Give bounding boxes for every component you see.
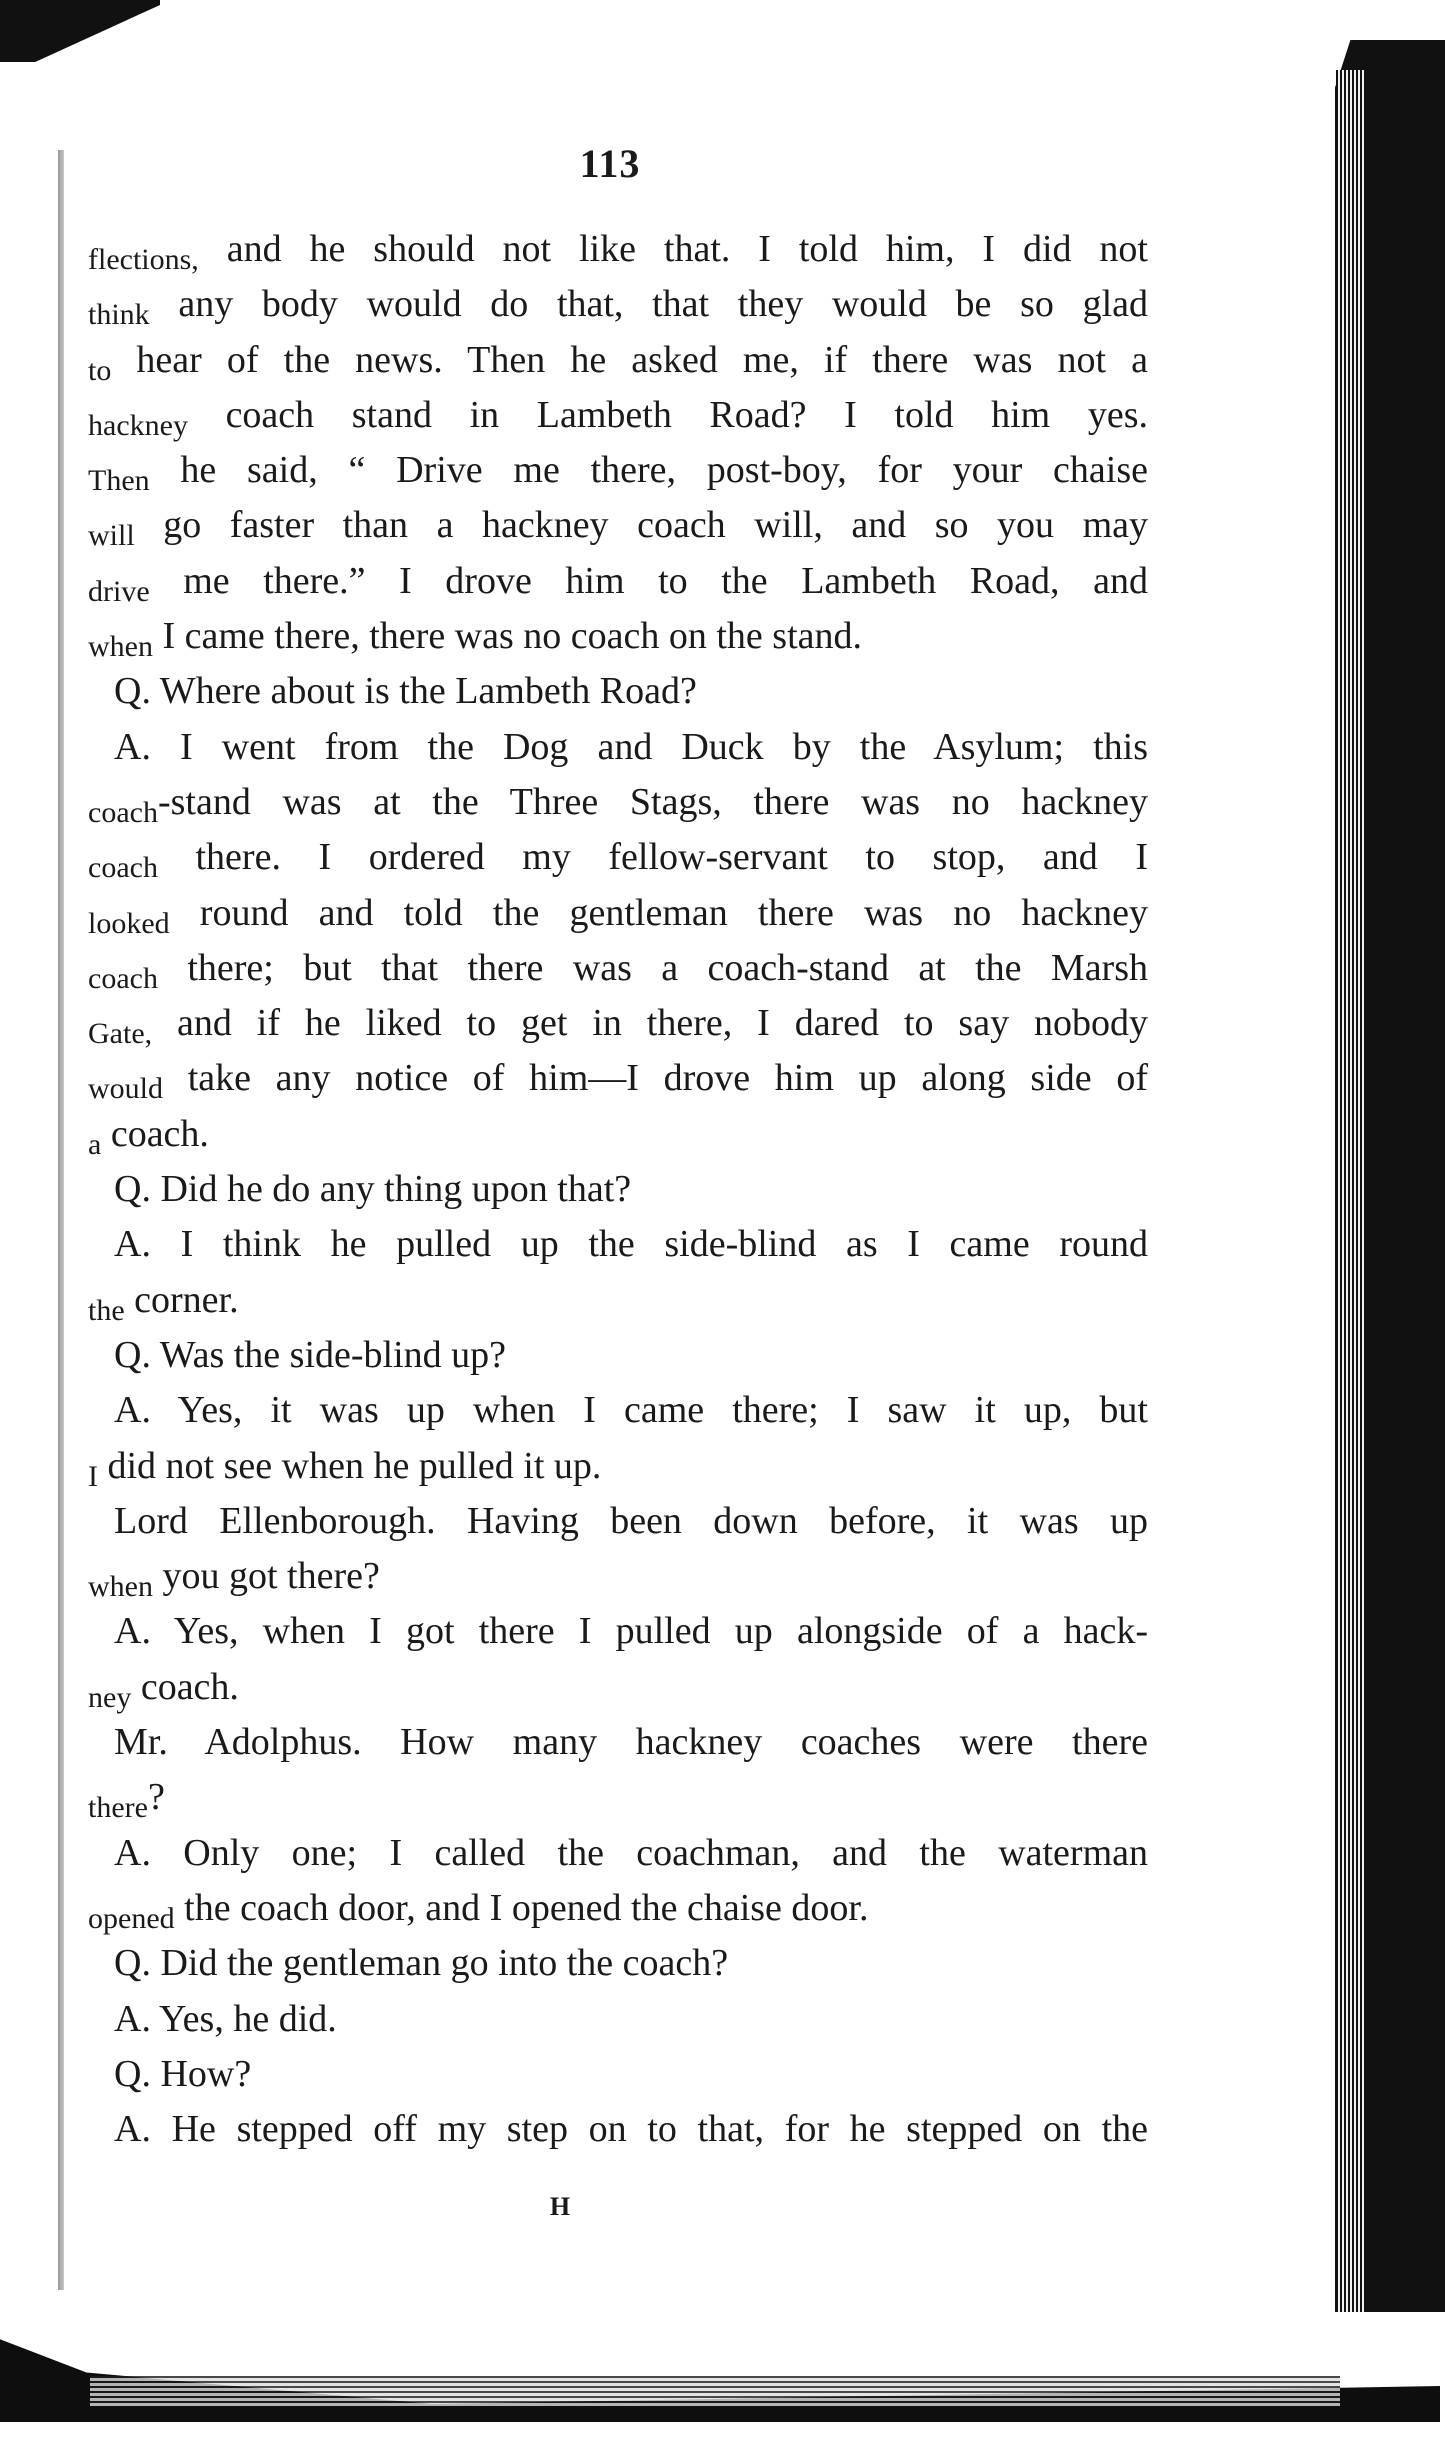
line-text: coach. (101, 1112, 209, 1155)
text-line (88, 1494, 1148, 1549)
line-text: Q. Did he do any thing upon that? (114, 1168, 632, 1211)
text-line (88, 277, 1148, 332)
text-line (88, 1604, 1148, 1659)
line-text: and he should not like that. I told him, I did not (198, 228, 1148, 270)
spine-page-edges (1336, 70, 1366, 2390)
line-lead-word: Then (88, 464, 150, 498)
line-text: Mr. Adolphus. How many hackney coaches were there (114, 1721, 1148, 1764)
line-lead-word: flections, (88, 243, 199, 276)
line-text: did not see when he pulled it up. (98, 1444, 602, 1487)
bottom-page-edges (90, 2376, 1340, 2406)
text-line (88, 1107, 1148, 1162)
line-text: A. He stepped off my step on to that, for he stepped on the (114, 2108, 1148, 2151)
text-line (88, 498, 1148, 553)
line-text: take any notice of him—I drove him up along side of (163, 1057, 1148, 1100)
text-line (88, 1826, 1148, 1881)
text-line (88, 2047, 1148, 2102)
line-lead-word: when (88, 1570, 153, 1604)
line-lead-word: I (88, 1459, 98, 1493)
line-lead-word: would (88, 1072, 163, 1106)
line-text: round and told the gentleman there was no hackney (169, 891, 1148, 934)
page-number: 113 (579, 141, 641, 186)
text-line (88, 333, 1148, 388)
text-line (88, 1217, 1148, 1272)
text-line (88, 775, 1148, 830)
scan-corner-mark (0, 0, 160, 62)
line-lead-word: coach (88, 795, 158, 829)
text-line (88, 1439, 1148, 1494)
line-lead-word: looked (88, 906, 170, 940)
line-lead-word: coach (88, 851, 158, 885)
line-text: Q. How? (114, 2052, 252, 2095)
page-left-edge (58, 150, 64, 2290)
line-text: any body would do that, that they would be so glad (149, 283, 1148, 326)
line-text: coach stand in Lambeth Road? I told him yes. (187, 393, 1148, 436)
line-text: you got there? (152, 1555, 380, 1598)
line-lead-word: think (88, 298, 150, 332)
line-text: Lord Ellenborough. Having been down before, it was up (114, 1499, 1148, 1542)
line-lead-word: to (88, 353, 112, 387)
text-line (88, 388, 1148, 443)
line-text: A. Yes, when I got there I pulled up alongside of a hack- (114, 1610, 1148, 1653)
line-text: A. I think he pulled up the side-blind as I came round (114, 1223, 1148, 1266)
line-text: ? (147, 1776, 165, 1819)
line-lead-word: will (88, 519, 135, 553)
line-text: I came there, there was no coach on the stand. (152, 615, 863, 658)
line-text: coach. (131, 1665, 239, 1708)
text-line (88, 720, 1148, 775)
line-lead-word: opened (88, 1901, 175, 1935)
text-line (88, 2102, 1148, 2157)
text-line (88, 1881, 1148, 1936)
line-lead-word: Gate, (88, 1017, 153, 1051)
text-line (88, 886, 1148, 941)
text-line (88, 1162, 1148, 1217)
line-text: there; but that there was a coach-stand at the Marsh (157, 946, 1148, 989)
line-text: Q. Was the side-blind up? (114, 1333, 507, 1376)
line-lead-word: there (88, 1791, 148, 1825)
text-line (88, 1992, 1148, 2047)
text-line (88, 1328, 1148, 1383)
line-text: corner. (124, 1278, 239, 1321)
line-lead-word: when (88, 630, 153, 664)
text-line (88, 609, 1148, 664)
line-lead-word: the (88, 1293, 125, 1327)
line-text: A. I went from the Dog and Duck by the Asylum; this (114, 725, 1148, 768)
line-text: A. Yes, he did. (114, 1997, 337, 2040)
line-text: there. I ordered my fellow-servant to stop, and I (157, 836, 1148, 879)
text-line (88, 996, 1148, 1051)
line-lead-word: drive (88, 574, 150, 608)
signature-mark: H (549, 2192, 571, 2221)
line-lead-word: ney (88, 1680, 132, 1714)
line-text: Q. Where about is the Lambeth Road? (114, 670, 697, 713)
line-text: go faster than a hackney coach will, and so you may (134, 504, 1148, 547)
line-text: the coach door, and I opened the chaise door. (174, 1886, 869, 1929)
line-lead-word: hackney (88, 408, 188, 442)
text-line (88, 1660, 1148, 1715)
line-text: -stand was at the Three Stags, there was no hackney (157, 780, 1148, 823)
line-text: A. Only one; I called the coachman, and the waterman (114, 1831, 1148, 1874)
text-line (88, 1549, 1148, 1604)
text-line (88, 222, 1148, 277)
body-text (88, 222, 1148, 2157)
line-text: hear of the news. Then he asked me, if there was not a (111, 338, 1148, 381)
line-text: A. Yes, it was up when I came there; I saw it up, but (114, 1389, 1148, 1432)
line-text: Q. Did the gentleman go into the coach? (114, 1942, 729, 1985)
text-line (88, 1273, 1148, 1328)
text-line (88, 1051, 1148, 1106)
text-line (88, 1936, 1148, 1991)
text-line (88, 1715, 1148, 1770)
line-lead-word: coach (88, 961, 158, 995)
text-line (88, 1383, 1148, 1438)
text-line (88, 554, 1148, 609)
line-text: me there.” I drove him to the Lambeth Road, and (149, 559, 1148, 602)
text-line (88, 1770, 1148, 1825)
text-line (88, 830, 1148, 885)
text-line (88, 664, 1148, 719)
line-text: he said, “ Drive me there, post-boy, for your chaise (149, 449, 1148, 492)
line-text: and if he liked to get in there, I dared to say nobody (152, 1002, 1148, 1045)
line-lead-word: a (88, 1127, 102, 1161)
text-line (88, 941, 1148, 996)
text-line (88, 443, 1148, 498)
